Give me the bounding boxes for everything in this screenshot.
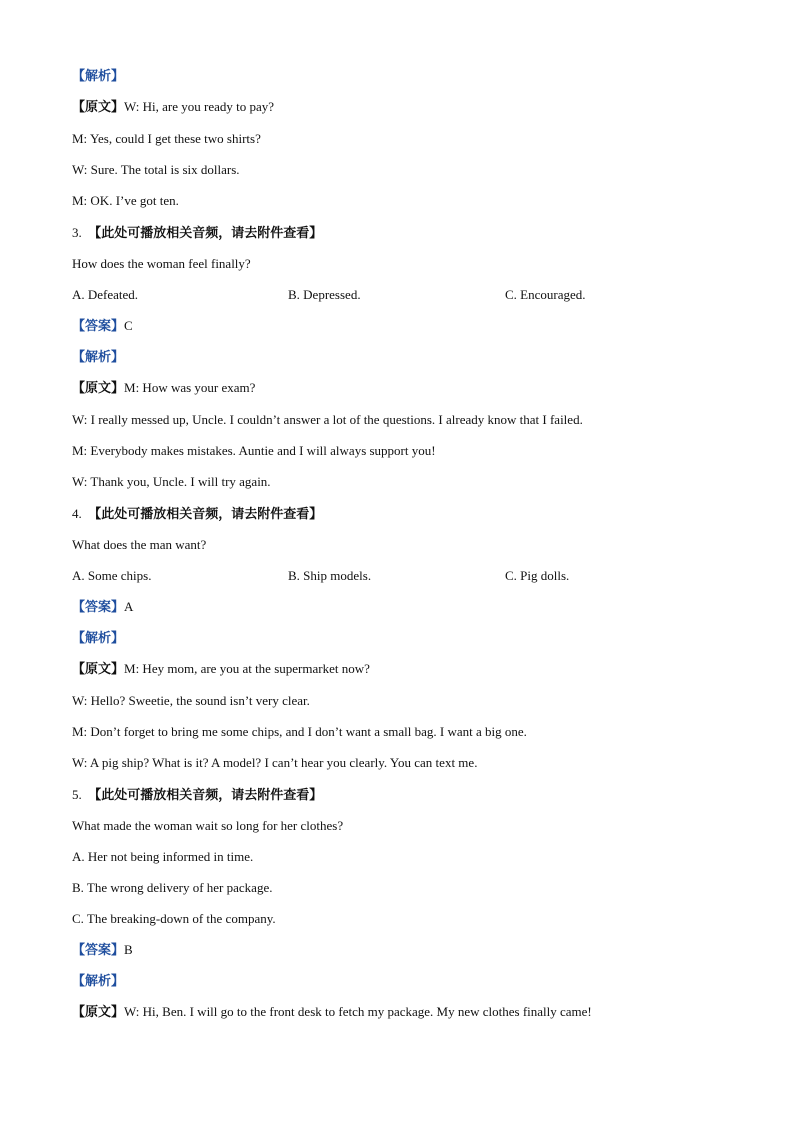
transcript-line: 【原文】M: How was your exam?	[72, 380, 256, 396]
option-b: B. Depressed.	[288, 287, 361, 302]
transcript-line: 【原文】W: Hi, Ben. I will go to the front desk to fetch my package. My new clothes finally came!	[72, 1004, 592, 1020]
transcript-line: M: Yes, could I get these two shirts?	[72, 131, 261, 146]
option-c: C. Encouraged.	[505, 287, 586, 302]
transcript-line: 【原文】M: Hey mom, are you at the supermarket now?	[72, 661, 370, 677]
answer-line: 【答案】A	[72, 599, 134, 615]
option-c: C. Pig dolls.	[505, 568, 570, 583]
transcript-line: M: Don’t forget to bring me some chips, and I don’t want a small bag. I want a big one.	[72, 724, 527, 739]
analysis-label: 【解析】	[72, 974, 125, 989]
transcript-line: W: Hello? Sweetie, the sound isn’t very clear.	[72, 693, 310, 708]
question-heading: 3. 【此处可播放相关音频，请去附件查看】	[72, 225, 323, 241]
answer-line: 【答案】B	[72, 942, 133, 958]
question-text: How does the woman feel finally?	[72, 256, 251, 271]
option-a: A. Some chips.	[72, 568, 152, 583]
option-c: C. The breaking-down of the company.	[72, 911, 276, 926]
analysis-label: 【解析】	[72, 69, 125, 84]
transcript-line: W: Sure. The total is six dollars.	[72, 162, 240, 177]
transcript-line: M: OK. I’ve got ten.	[72, 193, 179, 208]
question-heading: 5. 【此处可播放相关音频，请去附件查看】	[72, 787, 323, 803]
option-b: B. Ship models.	[288, 568, 372, 583]
transcript-line: 【原文】W: Hi, are you ready to pay?	[72, 99, 275, 115]
option-a: A. Her not being informed in time.	[72, 849, 254, 864]
option-a: A. Defeated.	[72, 287, 139, 302]
question-text: What made the woman wait so long for her clothes?	[72, 818, 344, 833]
transcript-line: W: A pig ship? What is it? A model? I can’t hear you clearly. You can text me.	[72, 755, 478, 770]
transcript-line: W: Thank you, Uncle. I will try again.	[72, 474, 271, 489]
analysis-label: 【解析】	[72, 350, 125, 365]
question-heading: 4. 【此处可播放相关音频，请去附件查看】	[72, 506, 323, 522]
analysis-label: 【解析】	[72, 631, 125, 646]
transcript-line: W: I really messed up, Uncle. I couldn’t answer a lot of the questions. I already know that I failed.	[72, 412, 583, 427]
transcript-line: M: Everybody makes mistakes. Auntie and I will always support you!	[72, 443, 436, 458]
question-text: What does the man want?	[72, 537, 207, 552]
option-b: B. The wrong delivery of her package.	[72, 880, 273, 895]
answer-line: 【答案】C	[72, 318, 133, 334]
